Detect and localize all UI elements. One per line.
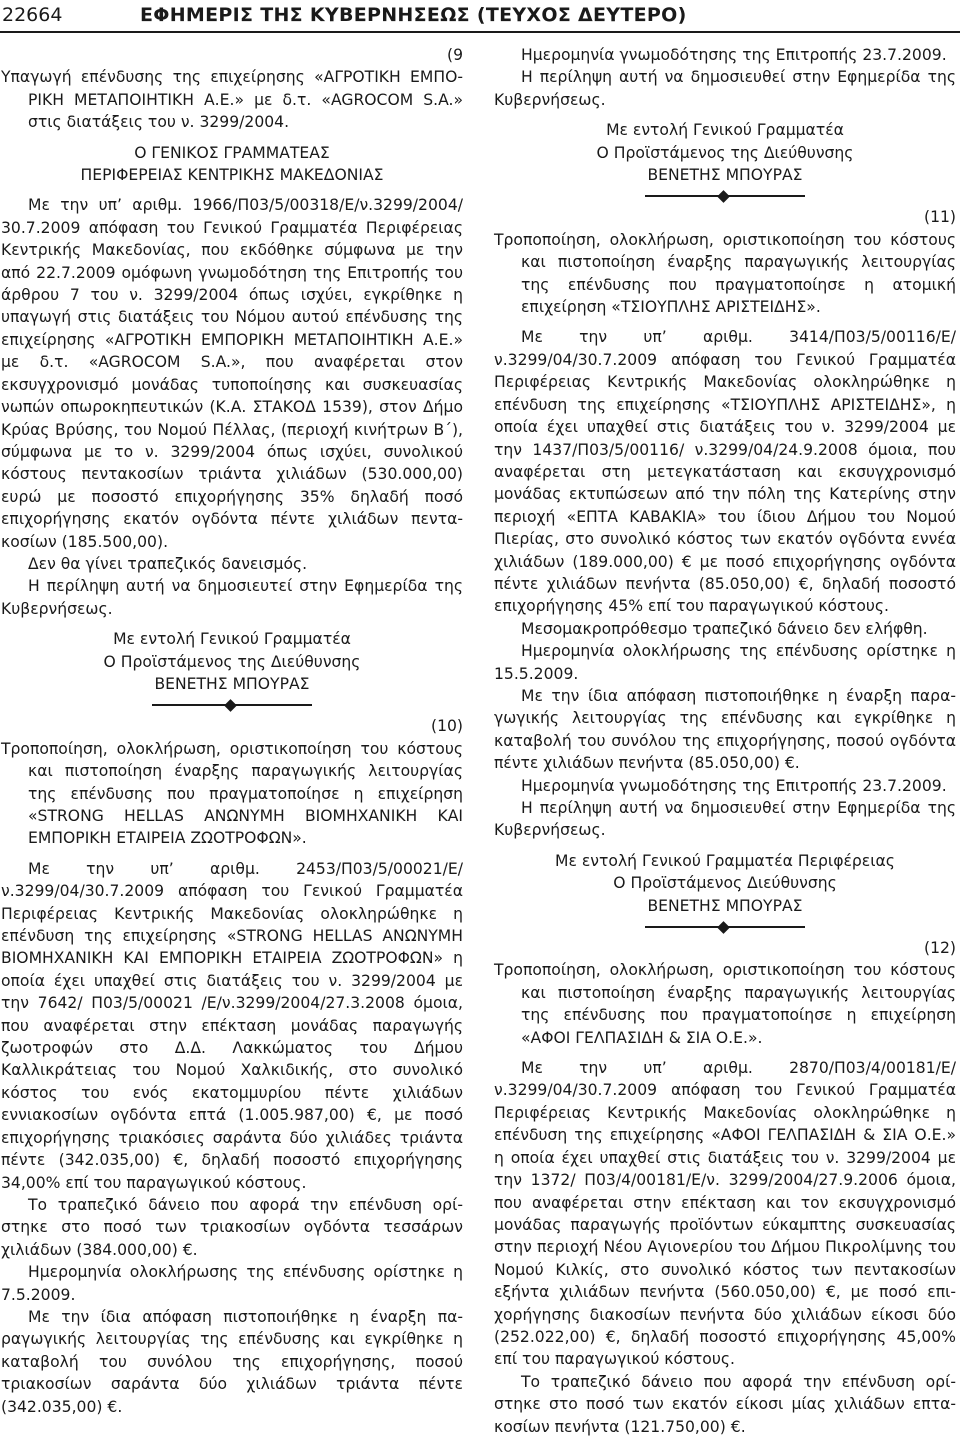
body-paragraph: Η περίληψη αυτή να δημοσιευτεί στην Εφημερίδα της Κυβερνήσεως. — [1, 577, 463, 618]
section-divider — [645, 921, 805, 933]
decision-subject: Τροποποίηση, ολοκλήρωση, οριστικοποίηση του κόστους και πιστοποίηση έναρξης παραγωγικής λειτουργίας της επένδυσης που πραγματοποίησε η επιχείρηση «ΑΦΟΙ ΓΕΛΠΑΣΙΔΗ & ΣΙΑ Ο.Ε.». — [494, 961, 956, 1047]
body-paragraph: Με την υπ’ αριθμ. 2453/Π03/5/00021/Ε/ν.3299/04/30.7.2009 απόφαση του Γενικού Γραμματέα Περιφέρειας Κεντρικής Μακεδονίας ολοκληρώθηκε η επένδυση της επιχείρησης «STRONG HELLAS ΑΝΩΝΥΜΗ ΒΙΟΜΗΧΑΝΙΚΗ ΚΑΙ ΕΜΠΟΡΙΚΗ ΕΤΑΙΡΕΙΑ ΖΩΟΤΡΟΦΩΝ» η οποία έχει υπαχθεί στις διατάξεις του ν. 3299/2004 με την 7642/ Π03/5/00021 /Ε/ν.3299/2004/27.3.2008 όμοια, που αναφέρεται στην επέκταση μονάδας παραγωγής ζωοτροφών στο Δ.Δ. Λακκώματος του Δήμου Καλλικράτειας του Νομού Χαλκιδικής, στο συνολικό κόστος του ενός εκατομμυρίου πέντε χιλιάδων εννιακοσίων ογδόντα επτά (1.005.987,00) €, με ποσό επιχορήγησης τριακόσιες σαράντα δύο χιλιάδες τριάντα πέντε (342.035,00) €, δηλαδή ποσοστό επιχορήγησης 34,00% επί του παραγωγικού κόστους. — [1, 859, 463, 1192]
decision-number: (9 — [446, 46, 463, 64]
body-paragraph: Δεν θα γίνει τραπεζικός δανεισμός. — [28, 554, 308, 573]
decision-number: (11) — [923, 208, 956, 227]
body-paragraph: Το τραπεζικό δάνειο που αφορά την επένδυση ορίστηκε στο ποσό των τριακοσίων ογδόντα τεσσάρων χιλιάδων (384.000,00) €. — [1, 1195, 463, 1259]
page-number: 22664 — [2, 4, 63, 26]
signature-line: Με εντολή Γενικού Γραμματέα — [113, 630, 351, 649]
decision-subject: Υπαγωγή επένδυσης της επιχείρησης «ΑΓΡΟΤΙΚΗ ΕΜΠΟΡΙΚΗ ΜΕΤΑΠΟΙΗΤΙΚΗ Α.Ε.» με δ.τ. «AGROCOM S.A.» στις διατάξεις του ν. 3299/2004. — [1, 68, 463, 132]
body-paragraph: Με την υπ’ αριθμ. 2870/Π03/4/00181/Ε/ν.3299/04/30.7.2009 απόφαση του Γενικού Γραμματέα Περιφέρειας Κεντρικής Μακεδονίας ολοκληρώθηκε η επένδυση της επιχείρησης «ΑΦΟΙ ΓΕΛΠΑΣΙΔΗ & ΣΙΑ Ο.Ε.» η οποία έχει υπαχθεί στις διατάξεις του ν. 3299/2004 με την 1372/ Π03/4/00181/Ε/ν. 3299/2004/27.9.2006 όμοια, που αναφέρεται στην επέκταση και τον εκσυγχρονισμό μονάδας παραγωγής προϊόντων εύκαμπτης συσκευασίας στην περιοχή Νέου Αγιονερίου του Δήμου Πικρολίμνης του Νομού Κιλκίς, στο συνολικό κόστος των πεντακοσίων εξήντα χιλιάδων πενήντα (560.050,00) €, με ποσό επιχορήγησης διακοσίων πενήντα δύο χιλιάδων είκοσι δύο (252.022,00) €, δηλαδή ποσοστό επιχορήγησης 45,00% επί του παραγωγικού κόστους. — [494, 1059, 956, 1369]
body-paragraph: Μεσομακροπρόθεσμο τραπεζικό δάνειο δεν ελήφθη. — [521, 619, 928, 638]
right-column — [494, 44, 956, 1438]
signature-line: Ο Προϊστάμενος της Διεύθυνσης — [103, 652, 361, 671]
signature-name: ΒΕΝΕΤΗΣ ΜΠΟΥΡΑΣ — [154, 674, 310, 693]
gazette-title: ΕΦΗΜΕΡΙΣ ΤΗΣ ΚΥΒΕΡΝΗΣΕΩΣ (ΤΕΥΧΟΣ ΔΕΥΤΕΡΟ) — [140, 4, 687, 26]
body-paragraph: Ημερομηνία γνωμοδότησης της Επιτροπής 23.7.2009. — [521, 776, 947, 795]
signature-name: ΒΕΝΕΤΗΣ ΜΠΟΥΡΑΣ — [647, 166, 803, 185]
signature-line: Ο Προϊστάμενος της Διεύθυνσης — [596, 143, 854, 162]
body-paragraph: Η περίληψη αυτή να δημοσιευθεί στην Εφημερίδα της Κυβερνήσεως. — [494, 68, 956, 109]
body-paragraph: Ημερομηνία ολοκλήρωσης της επένδυσης ορίστηκε η 15.5.2009. — [494, 642, 956, 683]
section-divider — [152, 699, 312, 711]
left-column — [1, 44, 463, 1418]
section-divider — [645, 190, 805, 202]
signature-name: ΒΕΝΕΤΗΣ ΜΠΟΥΡΑΣ — [647, 896, 803, 915]
page-header — [0, 0, 960, 30]
body-paragraph: Ημερομηνία ολοκλήρωσης της επένδυσης ορίστηκε η 7.5.2009. — [1, 1263, 463, 1304]
signature-line: Με εντολή Γενικού Γραμματέα Περιφέρειας — [555, 851, 895, 870]
decision-number: (10) — [430, 717, 463, 736]
decision-subject: Τροποποίηση, ολοκλήρωση, οριστικοποίηση του κόστους και πιστοποίηση έναρξης παραγωγικής λειτουργίας της επένδυσης που πραγματοποίησε η επιχείρηση «STRONG HELLAS ΑΝΩΝΥΜΗ ΒΙΟΜΗΧΑΝΙΚΗ ΚΑΙ ΕΜΠΟΡΙΚΗ ΕΤΑΙΡΕΙΑ ΖΩΟΤΡΟΦΩΝ». — [1, 739, 463, 848]
body-paragraph: Με την ίδια απόφαση πιστοποιήθηκε η έναρξη παραγωγικής λειτουργίας της επένδυσης και εγκρίθηκε η καταβολή του συνόλου της επιχορήγησης, ποσού τριακοσίων σαράντα δύο χιλιάδων τριάντα πέντε (342.035,00) €. — [1, 1307, 463, 1416]
decision-number: (12) — [923, 939, 956, 958]
body-paragraph: Το τραπεζικό δάνειο που αφορά την επένδυση ορίστηκε στο ποσό των εκατόν είκοσι μίας χιλιάδων επτακοσίων πενήντα (121.750,00) €. — [494, 1372, 956, 1436]
body-paragraph: Με την υπ’ αριθμ. 3414/Π03/5/00116/Ε/ν.3299/04/30.7.2009 απόφαση του Γενικού Γραμματέα Περιφέρειας Κεντρικής Μακεδονίας ολοκληρώθηκε η επένδυση της επιχείρησης «ΤΣΙΟΥΠΛΗΣ ΑΡΙΣΤΕΙΔΗΣ», η οποία έχει υπαχθεί στις διατάξεις του ν. 3299/2004 με την 1437/Π03/5/00116/ ν.3299/04/24.9.2008 όμοια, που αναφέρεται στη μετεγκατάσταση και εκσυγχρονισμό μονάδας εκτυπώσεων από την πόλη της Κατερίνης στην περιοχή «ΕΠΤΑ ΚΑΒΑΚΙΑ» του ίδιου Δήμου του Νομού Πιερίας, στο συνολικό κόστος των εκατόν ογδόντα εννέα χιλιάδων (189.000,00) € με ποσό επιχορήγησης ογδόντα πέντε χιλιάδων πενήντα (85.050,00) €, δηλαδή ποσοστό επιχορήγησης 45% επί του παραγωγικού κόστους. — [494, 328, 956, 616]
authority-line: Ο ΓΕΝΙΚΟΣ ΓΡΑΜΜΑΤΕΑΣ — [134, 143, 330, 162]
body-paragraph: Με την ίδια απόφαση πιστοποιήθηκε η έναρξη παραγωγικής λειτουργίας της επένδυσης και εγκρίθηκε η καταβολή του συνόλου της επιχορήγησης, ποσού ογδόντα πέντε χιλιάδων πενήντα (85.050,00) €. — [494, 686, 956, 773]
signature-line: Με εντολή Γενικού Γραμματέα — [606, 121, 844, 140]
body-paragraph: Ημερομηνία γνωμοδότησης της Επιτροπής 23.7.2009. — [521, 46, 947, 64]
signature-line: Ο Προϊστάμενος Διεύθυνσης — [613, 874, 837, 893]
header-rule — [0, 31, 960, 33]
authority-line: ΠΕΡΙΦΕΡΕΙΑΣ ΚΕΝΤΡΙΚΗΣ ΜΑΚΕΔΟΝΙΑΣ — [80, 166, 384, 185]
body-paragraph: Με την υπ’ αριθμ. 1966/Π03/5/00318/Ε/ν.3299/2004/ 30.7.2009 απόφαση του Γενικού Γραμματέα Περιφέρειας Κεντρικής Μακεδονίας, που εκδόθηκε σύμφωνα με την από 22.7.2009 ομόφωνη γνωμοδότηση της Επιτροπής του άρθρου 7 του ν. 3299/2004 όπως ισχύει, εγκρίθηκε η υπαγωγή στις διατάξεις του Νόμου αυτού επένδυσης της επιχείρησης «ΑΓΡΟΤΙΚΗ ΕΜΠΟΡΙΚΗ ΜΕΤΑΠΟΙΗΤΙΚΗ Α.Ε.» με δ.τ. «AGROCOM S.A.», που αναφέρεται στον εκσυγχρονισμό μονάδας τυποποίησης και συσκευασίας νωπών οπωροκηπευτικών (Κ.Α. ΣΤΑΚΟΔ 1539), στον Δήμο Κρύας Βρύσης, του Νομού Πέλλας, (περιοχή κινήτρων Β΄), σύμφωνα με το ν. 3299/2004 όπως ισχύει, συνολικού κόστους πεντακοσίων τριάντα χιλιάδων (530.000,00) ευρώ με ποσοστό επιχορήγησης 35% δηλαδή ποσό επιχορήγησης εκατόν ογδόντα πέντε χιλιάδων πεντακοσίων (185.500,00). — [1, 196, 463, 551]
decision-subject: Τροποποίηση, ολοκλήρωση, οριστικοποίηση του κόστους και πιστοποίηση έναρξης παραγωγικής λειτουργίας της επένδυσης που πραγματοποίησε η ατομική επιχείρηση «ΤΣΙΟΥΠΛΗΣ ΑΡΙΣΤΕΙΔΗΣ». — [494, 230, 956, 317]
body-paragraph: Η περίληψη αυτή να δημοσιευθεί στην Εφημερίδα της Κυβερνήσεως. — [494, 799, 956, 840]
